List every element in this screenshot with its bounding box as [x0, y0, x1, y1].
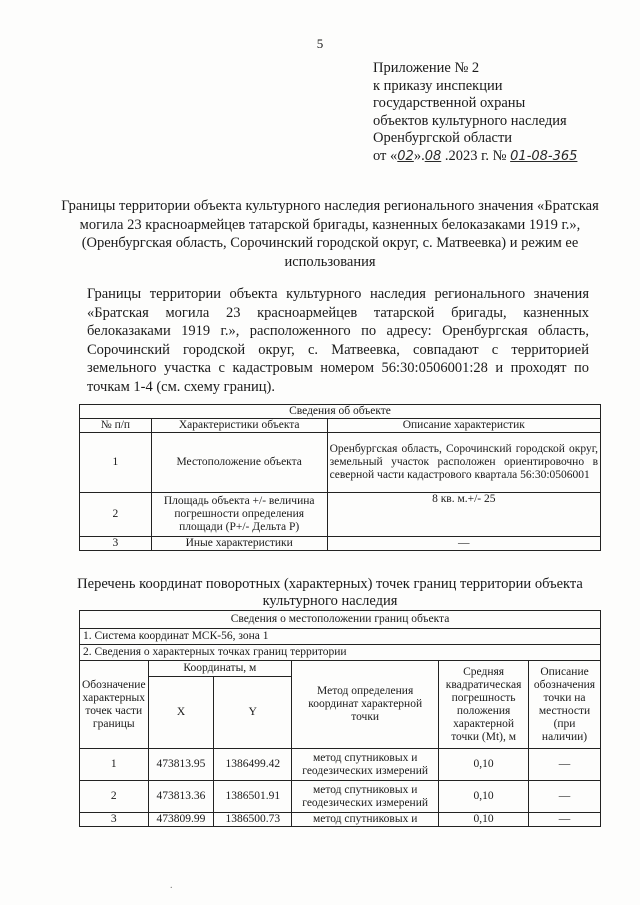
- table-row: [80, 537, 601, 551]
- date-year: .2023 г. №: [441, 147, 511, 164]
- point-x: 473813.36: [148, 781, 214, 813]
- coord-table-caption: Сведения о местоположении границ объекта: [80, 611, 601, 629]
- point-desc: —: [529, 813, 601, 827]
- appendix-line: к приказу инспекции: [373, 77, 503, 94]
- handwritten-doc-number: 01-08-365: [510, 148, 578, 164]
- document-title: Границы территории объекта культурного наследия регионального значения «Братская могила 23 красноармейцев татарской бригады, казненных белоказаками 1919 г.», (Оренбургская область, Сорочинский городской округ, с. Матвеевка) и режим ее использования: [61, 198, 599, 270]
- point-method: метод спутниковых и геодезических измерений: [292, 749, 439, 781]
- info-table-caption: Сведения об объекте: [80, 405, 601, 419]
- scan-mark: .: [170, 880, 173, 891]
- page-number: 5: [316, 36, 324, 51]
- appendix-line: государственной охраны: [373, 95, 526, 111]
- info-header-name: Характеристики объекта: [151, 419, 327, 433]
- points-header-row: 2. Сведения о характерных точках границ территории: [80, 645, 601, 661]
- info-row-value: Оренбургская область, Сорочинский городской округ, земельный участок расположен ориентировочно в северной части кадастрового квартала 56:30:0506001: [327, 433, 600, 493]
- info-row-value: —: [327, 537, 600, 551]
- point-id: 2: [80, 781, 149, 813]
- header-accuracy: Средняя квадратическая погрешность положения характерной точки (Mt), м: [439, 661, 529, 749]
- appendix-line: Оренбургской области: [373, 130, 513, 146]
- handwritten-month: 08: [424, 148, 442, 164]
- appendix-block: [373, 60, 577, 165]
- info-row-num: 3: [80, 537, 152, 551]
- table-row: [80, 493, 601, 537]
- info-header-num: № п/п: [80, 419, 152, 433]
- point-y: 1386501.91: [214, 781, 292, 813]
- point-x: 473809.99: [148, 813, 214, 827]
- appendix-date-line: [373, 148, 577, 166]
- info-header-value: Описание характеристик: [327, 419, 600, 433]
- header-x: X: [148, 677, 214, 749]
- table-row: [80, 749, 601, 781]
- point-desc: —: [529, 749, 601, 781]
- coords-list-title: Перечень координат поворотных (характерных) точек границ территории объекта культурного наследия: [77, 576, 583, 609]
- point-mt: 0,10: [439, 781, 529, 813]
- coordinates-table: [79, 610, 601, 827]
- point-y: 1386500.73: [214, 813, 292, 827]
- info-row-num: 2: [80, 493, 152, 537]
- point-method: метод спутниковых и геодезических измерений: [292, 781, 439, 813]
- appendix-line: Приложение № 2: [373, 60, 480, 76]
- header-description: Описание обозначения точки на местности (при наличии): [529, 661, 601, 749]
- info-row-name: Иные характеристики: [151, 537, 327, 551]
- header-designation: Обозначение характерных точек части границы: [80, 661, 149, 749]
- coord-system-row: 1. Система координат МСК-56, зона 1: [80, 629, 601, 645]
- info-row-value: 8 кв. м.+/- 25: [327, 493, 600, 537]
- point-mt: 0,10: [439, 813, 529, 827]
- point-x: 473813.95: [148, 749, 214, 781]
- info-row-num: 1: [80, 433, 152, 493]
- point-id: 1: [80, 749, 149, 781]
- header-coords: Координаты, м: [148, 661, 292, 677]
- date-sep: ».: [413, 147, 425, 164]
- point-method: метод спутниковых и: [292, 813, 439, 827]
- object-info-table: [79, 404, 601, 551]
- date-prefix: от «: [373, 147, 398, 164]
- table-row: [80, 433, 601, 493]
- point-id: 3: [80, 813, 149, 827]
- header-y: Y: [214, 677, 292, 749]
- handwritten-day: 02: [397, 148, 414, 164]
- point-desc: —: [529, 781, 601, 813]
- appendix-line: объектов культурного наследия: [373, 112, 567, 129]
- header-method: Метод определения координат характерной точки: [292, 661, 439, 749]
- point-mt: 0,10: [439, 749, 529, 781]
- boundary-paragraph: Границы территории объекта культурного наследия регионального значения «Братская могила 23 красноармейцев татарской бригады, казненных белоказаками 1919 г.», расположенного по адресу: Оренбургская область, Сорочинский городской округ, с. Матвеевка, совпадают с территорией земельного участка с кадастровым номером 56:30:0506001:28 и проходят по точкам 1-4 (см. схему границ).: [87, 286, 589, 395]
- info-row-name: Площадь объекта +/- величина погрешности определения площади (P+/- Дельта P): [151, 493, 327, 537]
- info-row-name: Местоположение объекта: [151, 433, 327, 493]
- point-y: 1386499.42: [214, 749, 292, 781]
- table-row: [80, 781, 601, 813]
- table-row: [80, 813, 601, 827]
